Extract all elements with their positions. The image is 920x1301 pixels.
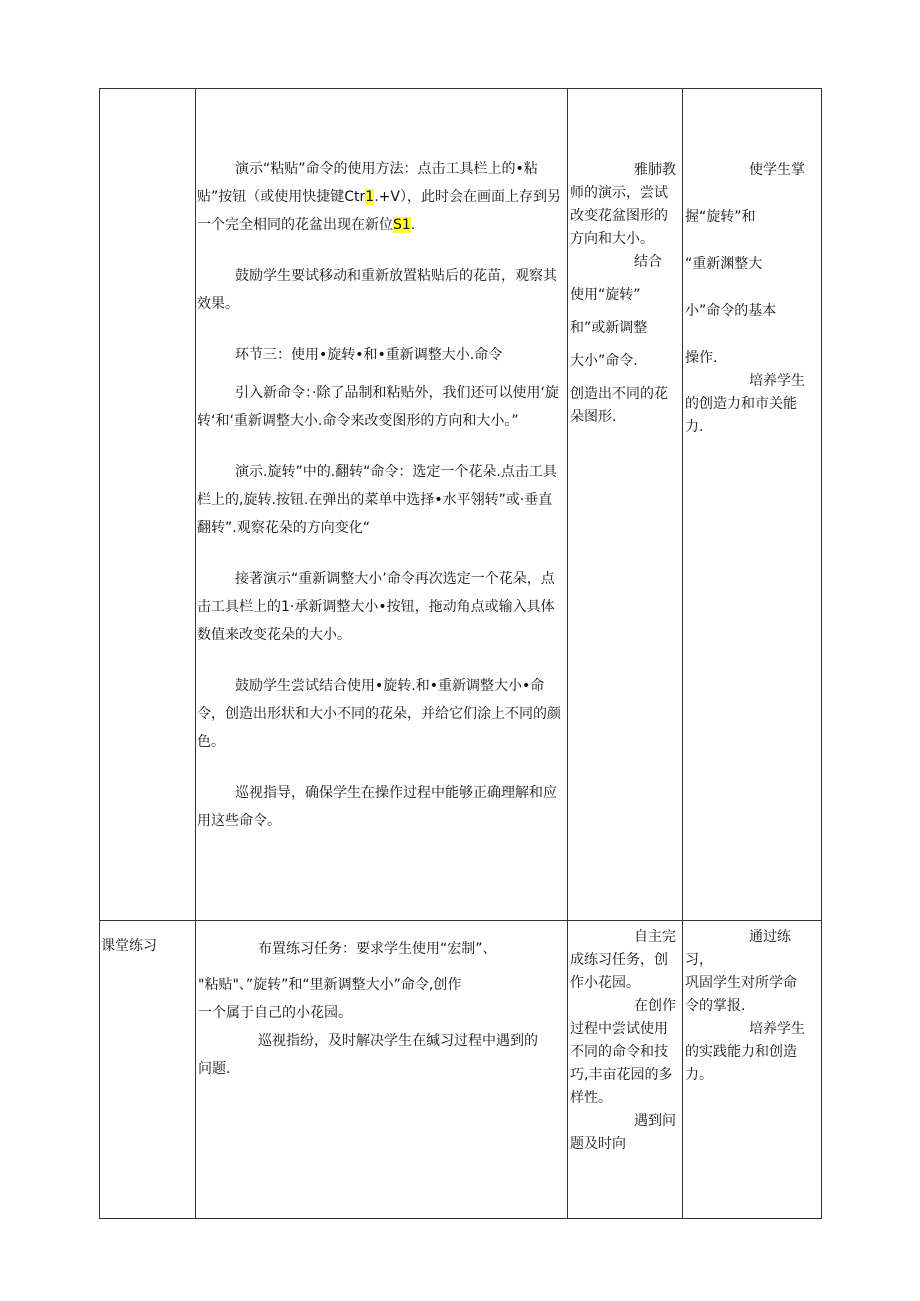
intent-line: 令的掌报. (685, 998, 746, 1014)
student-line: 题及时向 (570, 1136, 626, 1152)
student-line: 在创作 (634, 998, 676, 1014)
student-line: 自主完 (634, 929, 676, 945)
highlight-mark: 1 (365, 189, 375, 205)
intent-line: 小”命令的基本 (685, 303, 777, 319)
lesson-plan-table (99, 88, 822, 1219)
student-line: 过程中尝试使用 (570, 1021, 668, 1037)
student-line: 不同的命令和技 (570, 1044, 668, 1060)
row-label (100, 89, 195, 103)
section-heading: 环节三：使用•旋转•和•重新调整大小.命令 (235, 347, 503, 363)
teacher-line: 一个属于自己的小花园。 (198, 1005, 352, 1021)
design-intent-cell (683, 89, 822, 921)
intent-line: 培养学生 (749, 373, 805, 389)
student-line: 巧,丰亩花园的多 (570, 1067, 673, 1083)
table-row (100, 921, 822, 1219)
student-line: 结合 (634, 254, 662, 270)
teacher-paragraph: 演示.旋转”中的.翻转“命令：选定一个花朵.点击工具栏上的,旋转.按钮.在弹出的菜单中选择•水平翎转”或·垂直翻转”.观察花朵的方向变化“ (197, 464, 557, 536)
student-line: 作小花园。 (570, 975, 640, 991)
row1-label-cell (100, 89, 196, 921)
teacher-line: 问题. (198, 1061, 231, 1077)
intent-line: 巩固学生对所学命 (685, 975, 797, 991)
student-line: 成练习任务，创 (570, 952, 668, 968)
teacher-paragraph: 演示“粘贴”命令的使用方法：点击工具栏上的•粘贴”按钮（或使用快捷键Ctr1.+V），此时会在画面上存到另一个完全相同的花盆出现在新位S1. (197, 161, 561, 233)
teacher-paragraph: 鼓励学生要试移动和重新放置粘贴后的花苗，观察其效果。 (197, 268, 557, 312)
intent-line: 力. (685, 419, 704, 435)
row2-label-cell (100, 921, 196, 1219)
intent-line: 握“旋转”和 (685, 209, 756, 225)
teacher-line: "粘贴"、”旋转”和“里新调整大小”命令,创作 (198, 977, 462, 993)
student-activity-cell (568, 89, 683, 921)
intent-line: 培养学生 (749, 1021, 805, 1037)
table-row (100, 89, 822, 921)
teacher-paragraph: 接著演示“重新调整大小’命令再次选定一个花朵，点击工具栏上的1·承新调整大小•按钮，拖动角点或输入具体数值来改变花朵的大小。 (197, 571, 555, 643)
teacher-activity-cell (196, 89, 568, 921)
student-line: 遇到问 (634, 1113, 676, 1129)
intent-line: 通过练习， (685, 929, 791, 968)
intent-line: 力。 (685, 1067, 713, 1083)
intent-line: 使学生掌 (749, 162, 805, 178)
teacher-paragraph: 鼓励学生尝试结合使用•旋转.和•重新调整大小•命令，创造出形状和大小不同的花朵，并给它们涂上不同的颜色。 (197, 678, 561, 750)
teacher-activity-cell (196, 921, 568, 1219)
teacher-paragraph: 引入新命令：·除了品制和粘贴外，我们还可以使用‘旋转‘和‘重新调整大小.命令来改变图形的方向和大小。” (197, 385, 559, 429)
intent-line: 的创造力和市关能 (685, 396, 797, 412)
student-line: 师的演示，尝试 (570, 185, 668, 201)
intent-line: 的实践能力和创造 (685, 1044, 797, 1060)
intent-line: 操作. (685, 350, 718, 366)
student-line: 样性。 (570, 1090, 612, 1106)
student-line: 和”或新调整 (570, 320, 648, 336)
teacher-paragraph: 巡视指导，确保学生在操作过程中能够正确理解和应用这些命令。 (197, 785, 557, 829)
teacher-line: 巡视指纷，及时解决学生在缄习过程中遇到的 (258, 1033, 538, 1049)
student-line: 使用“旋转” (570, 287, 641, 303)
student-line: 改变花盆图形的 (570, 208, 668, 224)
student-line: 朵图形. (570, 409, 617, 425)
teacher-line: 布置练习任务：要求学生使用“宏制”、 (258, 941, 497, 957)
intent-line: “重新渊整大 (685, 256, 763, 272)
highlight-mark: S1 (393, 217, 411, 233)
student-line: 创造出不同的花 (570, 386, 668, 402)
row-label: 课堂练习 (101, 938, 157, 954)
student-line: 雅肺教 (634, 162, 676, 178)
student-line: 大小”命令. (570, 353, 638, 369)
design-intent-cell (683, 921, 822, 1219)
student-activity-cell (568, 921, 683, 1219)
student-line: 方向和大小。 (570, 231, 654, 247)
